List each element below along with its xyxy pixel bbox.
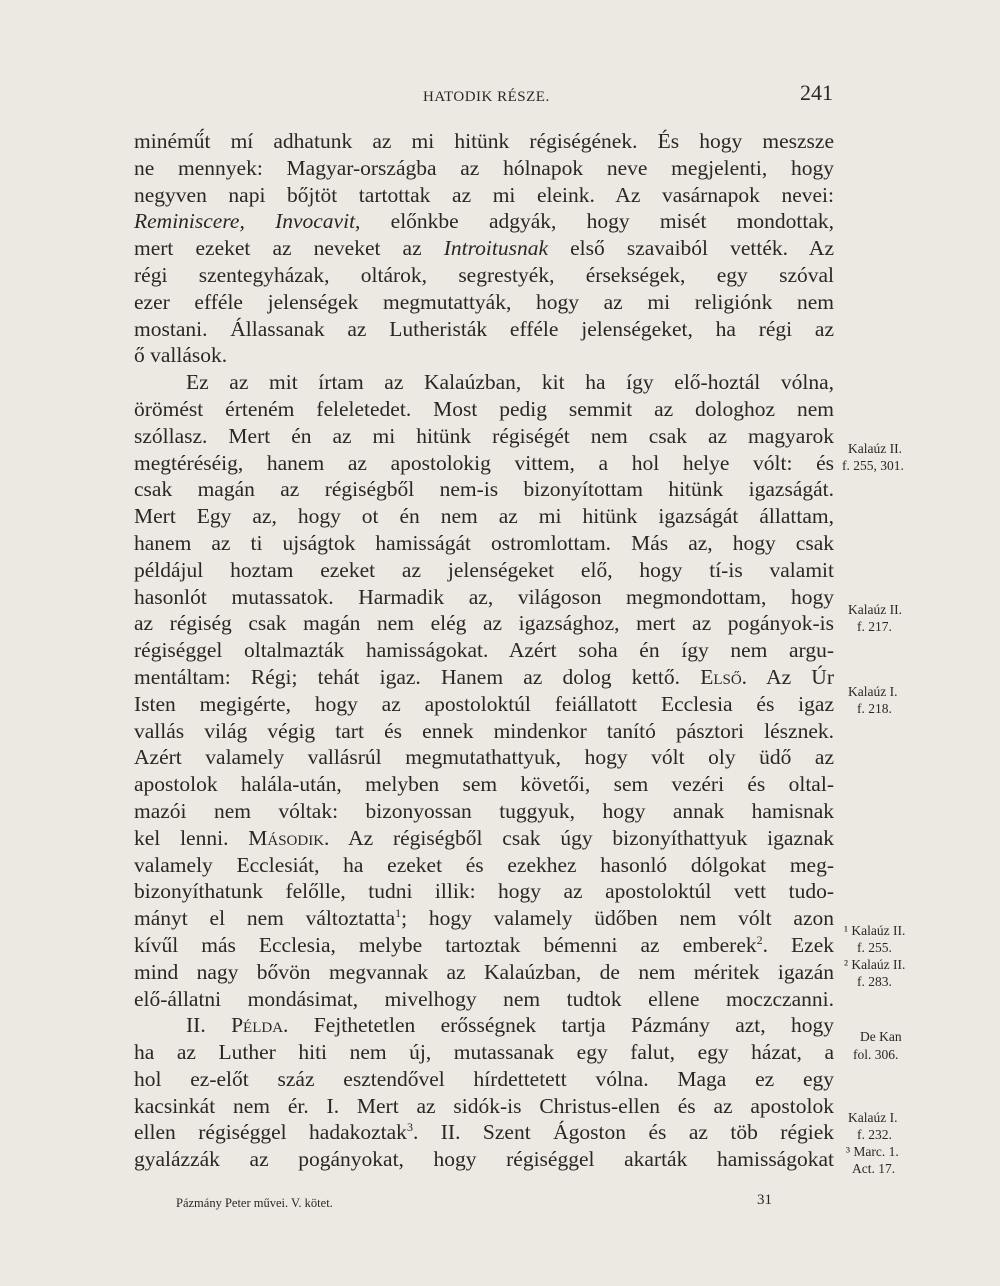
- text-line: [134, 1012, 834, 1039]
- margin-note: ³ Marc. 1.: [846, 1144, 899, 1159]
- text-line: mert ezeket az neveket az Introitusnak első szavaiból vették. Az: [134, 236, 834, 261]
- text-run: Az régiségből csak úgy bizonyíthattyuk igaznak: [348, 825, 834, 850]
- text-run: II.: [186, 1013, 206, 1038]
- text-run: ; hogy valamely üdőben nem vólt azon: [401, 906, 834, 931]
- text-line: gyalázzák az pogányokat, hogy régiséggel akarták hamisságokat: [134, 1147, 834, 1172]
- text-run: . II. Szent Ágoston és az töb régiek: [412, 1120, 834, 1145]
- text-line: Mert Egy az, hogy ot én nem az mi hitünk igazságát állattam,: [134, 504, 834, 529]
- text-line: [134, 825, 834, 852]
- main-text-block: [134, 128, 834, 1173]
- text-line: vallás világ végig tart és ennek mindenkor tanító pásztori lésznek.: [134, 718, 834, 743]
- text-line: negyven napi bőjtöt tartottak az mi eleink. Az vasárnapok nevei:: [134, 182, 834, 207]
- text-line: ne mennyek: Magyar-országba az hólnapok neve megjelenti, hogy: [134, 155, 834, 180]
- margin-note: Kalaúz II.: [848, 602, 902, 617]
- text-line: hasonlót mutassatok. Harmadik az, világoson megmondottam, hogy: [134, 584, 834, 609]
- text-line: minémű́t mí adhatunk az mi hitünk régiségének. És hogy meszsze: [134, 129, 834, 153]
- margin-note: ¹ Kalaúz II.: [844, 923, 906, 938]
- text-run: ellen régiséggel hadakoztak: [134, 1120, 407, 1145]
- italic-phrase: Reminiscere, Invocavit,: [134, 209, 361, 234]
- text-line: példájul hoztam ezeket az jelenségeket elő, hogy tí-is valamit: [134, 557, 834, 582]
- page-number: 241: [800, 80, 833, 105]
- signature-number: 31: [757, 1192, 772, 1208]
- text-line: elő-állatni mondásimat, mivelhogy nem tudtok ellene moczczanni.: [134, 986, 834, 1011]
- text-line: kacsinkát nem ér. I. Mert az sidók-is Christus-ellen és az apostolok: [134, 1093, 834, 1118]
- text-line: [134, 932, 834, 959]
- small-caps-word: Első.: [700, 664, 748, 689]
- margin-note: f. 217.: [857, 619, 892, 634]
- footnote-marker: 3: [406, 1120, 413, 1135]
- text-line: örömést érteném feleletedet. Most pedig semmit az dologhoz nem: [134, 396, 834, 421]
- text-line: valamely Ecclesiát, ha ezeket és ezekhez hasonló dólgokat meg-: [134, 852, 834, 877]
- text-line: mazói nem vóltak: bizonyossan tuggyuk, hogy annak hamisnak: [134, 798, 834, 823]
- text-line: [134, 905, 834, 932]
- text-run: mentáltam: Régi; tehát igaz. Hanem az dolog kettő.: [134, 664, 681, 689]
- italic-word: Introitusnak: [443, 236, 549, 261]
- text-line: szóllasz. Mert én az mi hitünk régiségét nem csak az magyarok: [134, 423, 834, 448]
- text-line: ő vallások.: [134, 343, 228, 368]
- margin-note: De Kan: [860, 1029, 902, 1044]
- text-line: Ez az mit írtam az Kalaúzban, kit ha így elő-hoztál vólna,: [186, 370, 834, 395]
- small-caps-word: Példa.: [231, 1013, 289, 1038]
- text-line: az régiség csak magán nem elég az igazsághoz, mert az pogányok-is: [134, 611, 834, 636]
- text-line: Reminiscere, Invocavit, előnkbe adgyák, hogy misét mondottak,: [134, 209, 835, 234]
- text-run: Fejthetetlen erősségnek tartja Pázmány azt, hogy: [313, 1013, 835, 1038]
- margin-note: f. 232.: [857, 1127, 892, 1142]
- text-line: ha az Luther hiti nem új, mutassanak egy falut, egy házat, a: [134, 1040, 834, 1065]
- text-line: megtéréséig, hanem az apostolokig vittem, a hol helye vólt: és: [134, 450, 834, 475]
- text-line: [134, 664, 834, 691]
- text-line: hol ez-előt száz esztendővel hírdettetett vólna. Maga ez egy: [134, 1066, 834, 1091]
- text-line: ezer efféle jelenségek megmutattyák, hogy az mi religiónk nem: [134, 289, 834, 314]
- text-line: csak magán az régiségből nem-is bizonyítottam hitünk igazságát.: [134, 477, 834, 502]
- margin-note: f. 255, 301.: [842, 458, 904, 473]
- text-run: mányt el nem változtatta: [134, 906, 396, 931]
- margin-note: f. 283.: [857, 974, 892, 989]
- margin-note: Kalaúz II.: [848, 441, 902, 456]
- text-line: Azért valamely vallásrúl megmutathattyuk, hogy vólt oly üdő az: [134, 745, 834, 770]
- text-line: mostani. Állassanak az Lutheristák efféle jelenségeket, ha régi az: [134, 316, 834, 341]
- margin-note: Act. 17.: [852, 1161, 896, 1176]
- text-line: [134, 1119, 834, 1146]
- text-run: Az Úr: [766, 664, 834, 689]
- margin-note: Kalaúz I.: [848, 684, 898, 699]
- margin-note: f. 255.: [857, 940, 892, 955]
- footnote-marker: 1: [395, 905, 402, 920]
- small-caps-word: Második.: [248, 825, 330, 850]
- text-line: mind nagy bővön megvannak az Kalaúzban, de nem méritek igazán: [134, 959, 834, 984]
- footnote-marker: 2: [756, 932, 763, 947]
- margin-note: ² Kalaúz II.: [844, 957, 906, 972]
- running-head: HATODIK RÉSZE.: [423, 89, 550, 105]
- footer-source: Pázmány Peter művei. V. kötet.: [176, 1196, 333, 1210]
- margin-note: f. 218.: [857, 701, 892, 716]
- margin-note: fol. 306.: [853, 1047, 899, 1062]
- text-run: kívűl más Ecclesia, melybe tartoztak bémenni az emberek: [134, 932, 757, 957]
- text-line: hanem az ti ujságtok hamisságát ostromlottam. Más az, hogy csak: [134, 530, 834, 555]
- text-line: bizonyíthatunk felőlle, tudni illik: hogy az apostoloktúl vett tudo-: [134, 879, 834, 904]
- text-line: apostolok halála-után, melyben sem követői, sem vezéri és oltal-: [134, 772, 834, 797]
- text-line: régi szentegyházak, oltárok, segrestyék, érsekségek, egy szóval: [134, 262, 834, 287]
- text-line: régiséggel oltalmazták hamisságokat. Azért soha én így nem argu-: [134, 638, 834, 663]
- margin-note: Kalaúz I.: [848, 1110, 898, 1125]
- text-run: . Ezek: [762, 932, 834, 957]
- text-run: kel lenni.: [134, 825, 229, 850]
- text-line: Isten megigérte, hogy az apostoloktúl feiállatott Ecclesia és igaz: [134, 691, 834, 716]
